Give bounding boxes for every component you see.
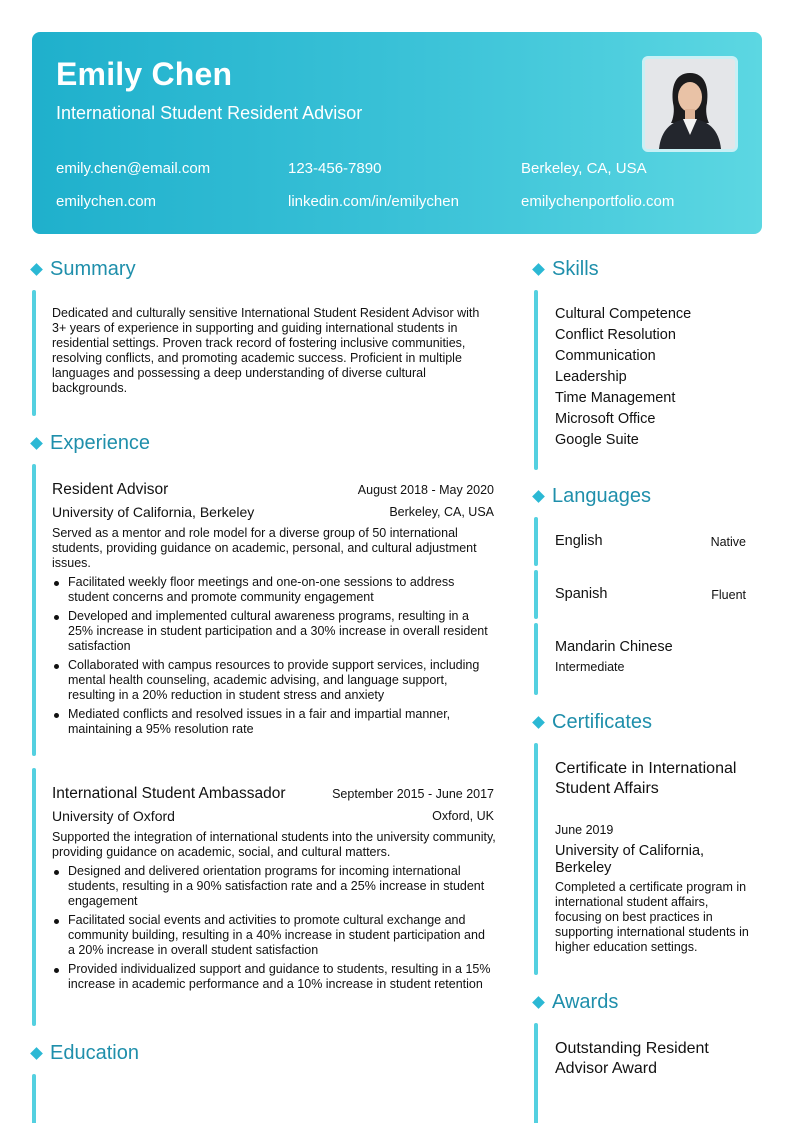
summary-text: Dedicated and culturally sensitive International Student Resident Advisor with 3+ years of experience in supporting and guiding international students in residential settings. Proven track record of fostering inclusive communities, resolving conflicts, and promoting academic success. Proficient in multiple languages and possessing a deep understanding of diverse cultural backgrounds.	[52, 306, 480, 395]
experience-heading: Experience	[32, 432, 150, 455]
skills-rule	[534, 290, 538, 470]
list-item: Developed and implemented cultural awareness programs, resulting in a 25% increase in student participation and a 30% increase in overall resident satisfaction	[52, 609, 492, 654]
skill-item: Communication	[555, 348, 656, 364]
education-rule	[32, 1074, 36, 1123]
job-location: Oxford, UK	[432, 809, 494, 823]
contact-portfolio[interactable]: emilychenportfolio.com	[521, 193, 675, 210]
job-bullets	[52, 864, 492, 996]
award-title: Outstanding Resident Advisor Award	[555, 1040, 709, 1077]
language-level: Intermediate	[555, 660, 625, 674]
experience-rule-1	[32, 464, 36, 756]
diamond-bullet-icon	[30, 263, 43, 276]
list-item: Facilitated social events and activities to promote cultural exchange and community building, resulting in a 40% increase in student participation and a 20% increase in overall student satisfaction	[52, 913, 492, 958]
list-item: Provided individualized support and guidance to students, resulting in a 15% increase in academic performance and a 10% increase in student retention	[52, 962, 492, 992]
job-description: Supported the integration of international students into the university community, providing guidance on academic, social, and cultural matters.	[52, 830, 496, 859]
skill-item: Microsoft Office	[555, 411, 656, 427]
certificate-title: Certificate in International Student Affairs	[555, 760, 737, 797]
job-location: Berkeley, CA, USA	[389, 505, 494, 519]
language-name: English	[555, 533, 603, 549]
skill-item: Google Suite	[555, 432, 639, 448]
summary-rule	[32, 290, 36, 416]
language-name: Mandarin Chinese	[555, 639, 673, 655]
diamond-bullet-icon	[532, 996, 545, 1009]
contact-location: Berkeley, CA, USA	[521, 160, 647, 177]
language-rule-3	[534, 623, 538, 695]
list-item: Designed and delivered orientation programs for incoming international students, resulting in a 90% satisfaction rate and a 25% increase in student engagement	[52, 864, 492, 909]
language-rule-1	[534, 517, 538, 566]
list-item: Facilitated weekly floor meetings and one-on-one sessions to address student concerns and promote community engagement	[52, 575, 492, 605]
resume-header	[32, 32, 762, 234]
skill-item: Time Management	[555, 390, 676, 406]
education-heading: Education	[32, 1042, 139, 1065]
language-rule-2	[534, 570, 538, 619]
contact-website[interactable]: emilychen.com	[56, 193, 157, 210]
diamond-bullet-icon	[532, 490, 545, 503]
contact-phone[interactable]: 123-456-7890	[288, 160, 382, 177]
language-name: Spanish	[555, 586, 608, 602]
skill-item: Leadership	[555, 369, 627, 385]
job-title: International Student Ambassador	[52, 785, 286, 802]
award-rule	[534, 1023, 538, 1123]
experience-rule-2	[32, 768, 36, 1026]
contact-linkedin[interactable]: linkedin.com/in/emilychen	[288, 193, 459, 210]
job-dates: August 2018 - May 2020	[357, 483, 494, 497]
diamond-bullet-icon	[30, 437, 43, 450]
awards-heading: Awards	[534, 991, 618, 1014]
certificate-description: Completed a certificate program in international student affairs, focusing on best practices in supporting international students in higher education settings.	[555, 880, 749, 954]
certificate-organization: University of California, Berkeley	[555, 843, 705, 876]
profile-photo	[642, 56, 738, 152]
diamond-bullet-icon	[532, 263, 545, 276]
skills-heading: Skills	[534, 258, 599, 281]
job-description: Served as a mentor and role model for a diverse group of 50 international students, providing guidance on academic, personal, and cultural adjustment issues.	[52, 526, 477, 570]
person-avatar-icon	[645, 59, 735, 149]
job-bullets	[52, 575, 492, 741]
candidate-role: International Student Resident Advisor	[56, 103, 363, 123]
job-title: Resident Advisor	[52, 481, 169, 498]
skill-item: Cultural Competence	[555, 306, 692, 322]
certificate-date: June 2019	[555, 823, 614, 837]
language-level: Fluent	[711, 588, 746, 602]
candidate-name: Emily Chen	[56, 56, 233, 92]
contact-email[interactable]: emily.chen@email.com	[56, 160, 211, 177]
languages-heading: Languages	[534, 485, 651, 508]
certificate-rule	[534, 743, 538, 975]
diamond-bullet-icon	[30, 1047, 43, 1060]
job-organization: University of Oxford	[52, 808, 175, 824]
skill-item: Conflict Resolution	[555, 327, 676, 343]
language-level: Native	[710, 535, 746, 549]
summary-heading: Summary	[32, 258, 136, 281]
certificates-heading: Certificates	[534, 711, 652, 734]
list-item: Collaborated with campus resources to provide support services, including mental health counseling, academic advising, and language support, resulting in a 20% reduction in student stress and anxiety	[52, 658, 492, 703]
list-item: Mediated conflicts and resolved issues in a fair and impartial manner, maintaining a 95% resolution rate	[52, 707, 492, 737]
diamond-bullet-icon	[532, 716, 545, 729]
job-dates: September 2015 - June 2017	[332, 787, 494, 801]
job-organization: University of California, Berkeley	[52, 504, 255, 520]
